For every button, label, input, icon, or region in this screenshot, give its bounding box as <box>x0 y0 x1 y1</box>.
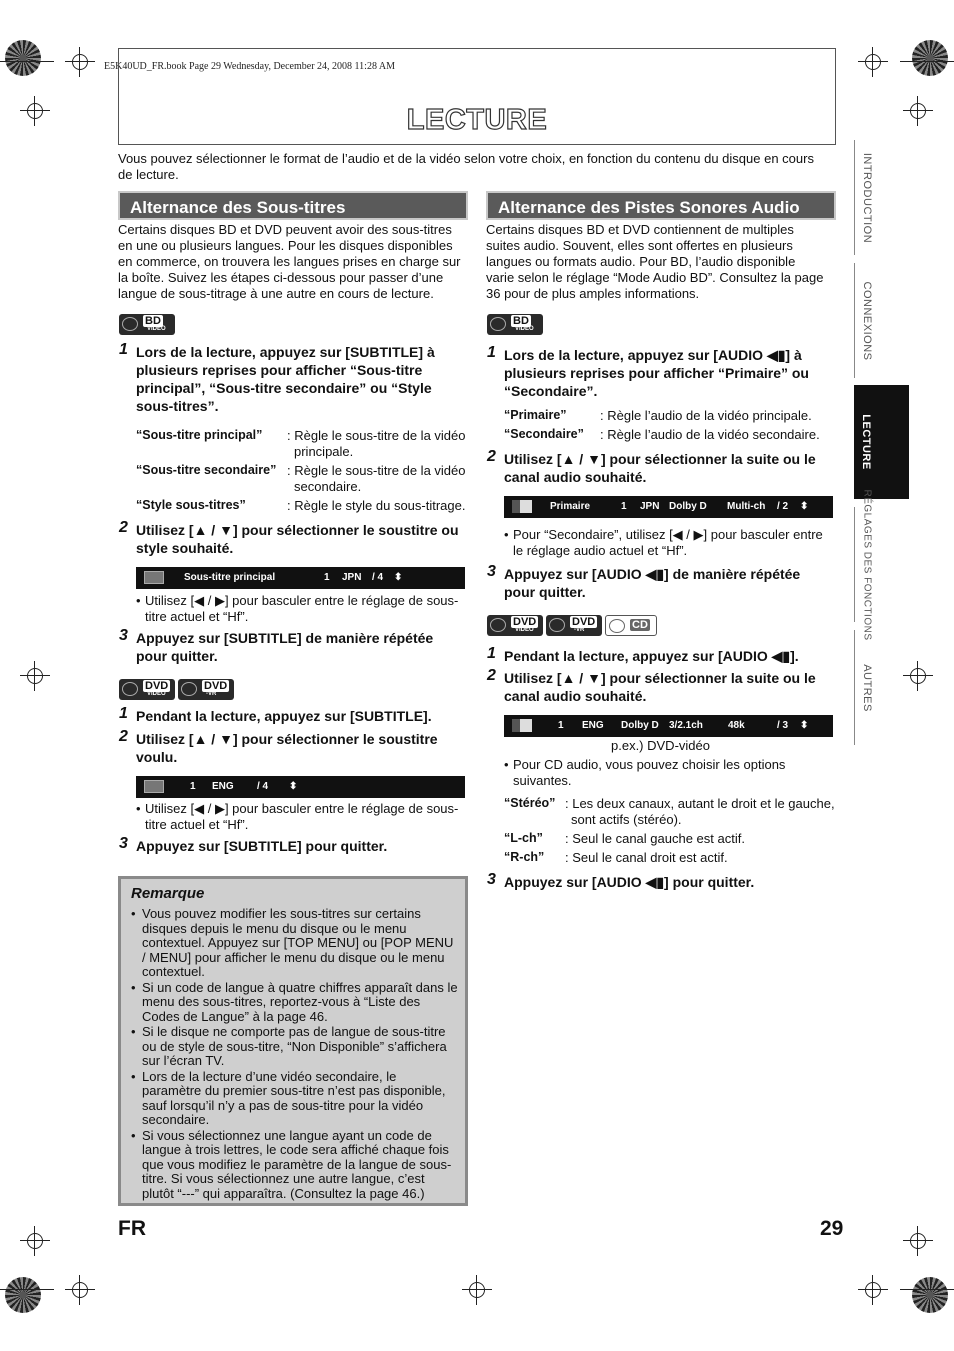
bd-subtitle-step-3: 3 Appuyez sur [SUBTITLE] de manière répétée pour quitter. <box>119 627 434 664</box>
registration-mark-icon <box>65 47 95 77</box>
disc-icon <box>122 317 138 331</box>
disc-icon <box>490 618 506 632</box>
remark-title: Remarque <box>131 885 205 902</box>
bd-subtitle-step-1: 1 Lors de la lecture, appuyez sur [SUBTITLE] à plusieurs reprises pour afficher “Sous-titre principal”, “Sous-titre secondaire” ou “Style sous-titres”. <box>119 341 435 414</box>
page-title: LECTURE <box>406 104 548 136</box>
tab-reglages[interactable]: RÉGLAGES DES FONCTIONS <box>854 507 909 622</box>
subtitle-osd-bar: Sous-titre principal 1 JPN / 4 ⬍ <box>136 567 465 589</box>
audio-osd-bar-dvd: 1 ENG Dolby D 3/2.1ch 48k / 3 ⬍ <box>504 715 833 737</box>
tab-lecture[interactable]: LECTURE <box>854 385 909 499</box>
subtitles-intro: Certains disques BD et DVD peuvent avoir des sous-titres en une ou plusieurs langues. Pour les disques disponibles en commerce, on trouvera les langues prises en charge sur la boîte. Suivez les étapes ci-dessous pour passer d’une langue de sous-titrage à une autre en cours de lecture. <box>118 222 461 301</box>
registration-mark-icon <box>858 1275 888 1305</box>
remark-list <box>131 907 459 1202</box>
remark-item: • Si le disque ne comporte pas de langue de sous-titre ou de style de sous-titre, “Non Disponible” s’affichera sur l’écran TV. <box>131 1025 459 1069</box>
remark-box <box>118 876 468 1206</box>
def-value: : Règle le style du sous-titrage. <box>287 498 466 513</box>
def-value: : Règle l’audio de la vidéo principale. <box>600 408 812 423</box>
def-key: “R-ch” <box>504 850 545 864</box>
def-value: : Seul le canal droit est actif. <box>565 850 728 865</box>
bd-audio-step-1: 1 Lors de la lecture, appuyez sur [AUDIO ◀▮] à plusieurs reprises pour afficher “Primaire” ou “Secondaire”. <box>487 344 809 399</box>
subtitles-heading: Alternance des Sous-titres <box>118 191 468 220</box>
registration-mark-icon <box>65 1275 95 1305</box>
disc-icon <box>181 682 197 696</box>
subtitle-icon <box>144 780 164 793</box>
speaker-icon <box>512 500 532 513</box>
updown-icon: ⬍ <box>289 781 298 792</box>
disc-icon <box>609 619 625 633</box>
updown-icon: ⬍ <box>800 720 809 731</box>
dvd-subtitle-step-1: 1 Pendant la lecture, appuyez sur [SUBTITLE]. <box>119 705 432 724</box>
remark-item: • Si vous sélectionnez une langue ayant un code de langue à trois lettres, le code sera affiché chaque fois que vous modifiez le paramètre de la langue de sous-titre. Si vous sélectionnez une autre langue, c’est plutôt “---” qui apparaîtra. (Consultez la page 46.) <box>131 1129 459 1202</box>
registration-mark-icon <box>20 1226 50 1256</box>
def-value: : Règle le sous-titre de la vidéo secondaire. <box>287 463 466 494</box>
example-caption: p.ex.) DVD-vidéo <box>611 738 710 753</box>
dvd-subtitle-step-2: 2 Utilisez [▲ / ▼] pour sélectionner le soustitre voulu. <box>119 728 438 765</box>
remark-item: • Si un code de langue à quatre chiffres apparaît dans le menu des sous-titres, reportez-vous à “Liste des Codes de Langue” à la page 46. <box>131 981 459 1025</box>
footer-language: FR <box>118 1217 146 1240</box>
updown-icon: ⬍ <box>394 572 403 583</box>
def-key: “Sous-titre secondaire” <box>136 463 277 477</box>
audio-osd-bar: Primaire 1 JPN Dolby D Multi-ch / 2 ⬍ <box>504 496 833 518</box>
cd-badge: CD <box>605 615 657 636</box>
print-info: E5K40UD_FR.book Page 29 Wednesday, December 24, 2008 11:28 AM <box>104 61 396 72</box>
remark-item: • Lors de la lecture d’une vidéo secondaire, le paramètre du premier sous-titre n’est pas disponible, sauf lorsqu’il n’y a pas de sous-titre pour la vidéo secondaire. <box>131 1070 459 1128</box>
crop-line <box>0 1289 54 1290</box>
subtitle-osd-bar-dvd: 1 ENG / 4 ⬍ <box>136 776 465 798</box>
crop-rosette-icon <box>5 40 41 76</box>
def-key: “Secondaire” <box>504 427 584 441</box>
def-value: : Les deux canaux, autant le droit et le gauche, sont actifs (stéréo). <box>565 796 835 827</box>
subtitle-bullet: • Utilisez [◀ / ▶] pour basculer entre le réglage de sous-titre actuel et “Hf”. <box>136 593 459 624</box>
def-key: “L-ch” <box>504 831 543 845</box>
intro-text: Vous pouvez sélectionner le format de l’audio et de la vidéo selon votre choix, en fonction du contenu du disque en cours de lecture. <box>118 151 814 182</box>
bd-subtitle-step-2: 2 Utilisez [▲ / ▼] pour sélectionner le soustitre ou style souhaité. <box>119 519 459 556</box>
crop-rosette-icon <box>5 1277 41 1313</box>
tab-connexions[interactable]: CONNEXIONS <box>854 263 909 378</box>
bd-video-badge: BD VIDEO <box>119 314 175 335</box>
audio-intro: Certains disques BD et DVD contiennent de multiples suites audio. Souvent, elles sont offertes en plusieurs langues ou formats audio. Pour BD, l’audio disponible varie selon le réglage “Mode Audio BD”. Consultez la page 36 pour de plus amples informations. <box>486 222 824 301</box>
subtitle-icon <box>144 571 164 584</box>
bd-video-badge: BD VIDEO <box>487 314 543 335</box>
dvd-video-badge: DVD VIDEO <box>487 615 543 636</box>
dvd-vr-badge: DVD -VR <box>178 679 234 700</box>
crop-line <box>900 1289 954 1290</box>
dvd-vr-badge: DVD -VR <box>546 615 602 636</box>
disc-icon <box>549 618 565 632</box>
def-value: : Règle l’audio de la vidéo secondaire. <box>600 427 820 442</box>
def-key: “Stéréo” <box>504 796 556 810</box>
def-key: “Primaire” <box>504 408 567 422</box>
registration-mark-icon <box>903 1226 933 1256</box>
subtitle-bullet: • Utilisez [◀ / ▶] pour basculer entre le réglage de sous-titre actuel et “Hf”. <box>136 801 459 832</box>
bd-audio-step-3: 3 Appuyez sur [AUDIO ◀▮] de manière répétée pour quitter. <box>487 563 801 600</box>
tab-autres[interactable]: AUTRES <box>854 630 909 745</box>
dvd-audio-step-2: 2 Utilisez [▲ / ▼] pour sélectionner la suite ou le canal audio souhaité. <box>487 667 816 704</box>
registration-mark-icon <box>903 96 933 126</box>
tab-introduction[interactable]: INTRODUCTION <box>854 140 909 255</box>
disc-icon <box>490 317 506 331</box>
dvd-subtitle-step-3: 3 Appuyez sur [SUBTITLE] pour quitter. <box>119 835 388 854</box>
dvd-audio-step-1: 1 Pendant la lecture, appuyez sur [AUDIO ◀▮]. <box>487 645 799 664</box>
crop-rosette-icon <box>912 40 948 76</box>
audio-heading: Alternance des Pistes Sonores Audio <box>486 191 836 220</box>
def-key: “Sous-titre principal” <box>136 428 263 442</box>
registration-mark-icon <box>20 96 50 126</box>
page-number: 29 <box>820 1217 844 1240</box>
registration-mark-icon <box>462 1275 492 1305</box>
crop-line <box>0 61 54 62</box>
def-key: “Style sous-titres” <box>136 498 246 512</box>
speaker-icon <box>512 719 532 732</box>
audio-bullet: • Pour CD audio, vous pouvez choisir les options suivantes. <box>504 757 786 788</box>
def-value: : Seul le canal gauche est actif. <box>565 831 745 846</box>
dvd-audio-step-3: 3 Appuyez sur [AUDIO ◀▮] pour quitter. <box>487 871 755 890</box>
bd-audio-step-2: 2 Utilisez [▲ / ▼] pour sélectionner la suite ou le canal audio souhaité. <box>487 448 816 485</box>
updown-icon: ⬍ <box>800 501 809 512</box>
crop-line <box>900 61 954 62</box>
registration-mark-icon <box>20 661 50 691</box>
disc-icon <box>122 682 138 696</box>
def-value: : Règle le sous-titre de la vidéo principale. <box>287 428 466 459</box>
registration-mark-icon <box>858 47 888 77</box>
remark-item: • Vous pouvez modifier les sous-titres sur certains disques depuis le menu du disque ou le menu contextuel. Appuyez sur [TOP MENU] ou [POP MENU / MENU] pour afficher le menu du disque ou le menu contextuel. <box>131 907 459 980</box>
dvd-video-badge: DVD VIDEO <box>119 679 175 700</box>
audio-bullet: • Pour “Secondaire”, utilisez [◀ / ▶] pour basculer entre le réglage audio actuel et “Hf”. <box>504 527 823 558</box>
crop-rosette-icon <box>912 1277 948 1313</box>
